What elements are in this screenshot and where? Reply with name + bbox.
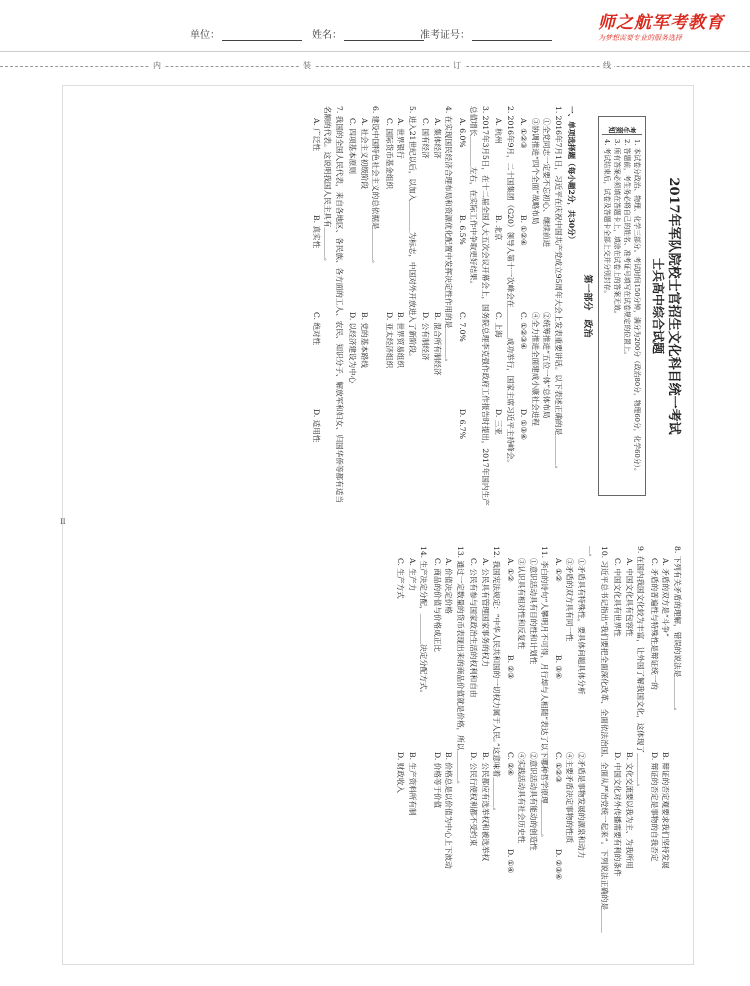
- question-stem: 3. 2017年3月5日，在十二届全国人大五次会议开幕会上，国务院总理李克强作政府工作报告时提出，2017年国内生产总值增长＿＿＿＿左右，在实际工作中争取更好结果。: [469, 106, 490, 506]
- answer-options: [395, 546, 418, 946]
- answer-options: [457, 106, 469, 506]
- unit-label: 单位：: [190, 30, 220, 41]
- statement: ②矛盾是事物发展的源泉和动力: [577, 752, 586, 859]
- exam-page: [62, 85, 694, 965]
- answer-choice: C. 国际货币基金组织: [385, 118, 394, 190]
- question-item: [553, 546, 611, 946]
- statement: ④主要矛盾决定事物的性质: [565, 752, 575, 844]
- statement: ③矛盾的双方具有同一性: [565, 558, 575, 642]
- statement: ①全党同志一定要不忘初心、继续前进: [542, 118, 552, 248]
- answer-choice: B. ②③: [506, 655, 515, 680]
- answer-choice: A. 6.0%: [458, 118, 467, 148]
- answer-choice: D. 公有制经济: [421, 312, 431, 361]
- answer-choice: C. 生产方式: [396, 558, 406, 599]
- answer-choice: D. 中国文化对外传播需要有利的条件: [613, 752, 623, 877]
- statement: ③协调推进“四个全面”战略布局: [531, 118, 540, 225]
- section-heading: 一、单项选择题（每小题2分，共30分）: [567, 106, 577, 244]
- answer-choice: A. 世界银行: [396, 118, 406, 159]
- answer-choice: B. 真实性: [312, 215, 321, 249]
- question-stem: 12. 我国宪法规定：“中华人民共和国的一切权力属于人民。”这意味着＿＿＿＿。: [492, 546, 502, 816]
- questions-right: [395, 546, 683, 946]
- answer-choice: A. 社会主义初级阶段: [360, 118, 369, 190]
- answer-choice: D. ②③④: [554, 849, 563, 881]
- question-stem: 5. 进入21世纪以后，以加入＿＿＿＿为标志，中国对外开放进入了新阶段。: [408, 106, 417, 361]
- answer-choice: A. 矛盾的双方是“斗争”: [661, 558, 671, 637]
- question-item: [518, 106, 564, 506]
- rotated-content: [63, 86, 695, 966]
- statement: ②意识活动具有能动的创造性: [529, 752, 538, 851]
- answer-choice: B. 辩证的否定观要求我们坚持发展: [661, 752, 671, 869]
- notice-item: 4. 考试结束后，试卷及答题卡全部上交并分别封存。: [603, 139, 611, 298]
- question-stem: 10. 习近平总书记指出“我们要把全面深化改革、全面依法治国、全面从严治党统一起来”。下列说法正确的是＿＿＿＿。: [588, 546, 609, 933]
- answer-choice: C. 公民有参与国家政治生活的权利和自由: [469, 558, 479, 698]
- answer-options: [420, 106, 443, 506]
- answer-choice: B. 生产资料所有制: [408, 752, 417, 816]
- header-bar: [0, 0, 750, 52]
- notice-heading: 考生须知: [602, 121, 642, 135]
- page-number: II: [60, 518, 66, 526]
- question-item: [468, 546, 503, 946]
- binding-cut-line: [0, 66, 750, 67]
- answer-choice: C. 绝对性: [312, 312, 321, 346]
- answer-choice: D. 公民行使权利都不受约束: [469, 752, 479, 847]
- question-stem: 1. 2016年7月1日，习近平在庆祝中国共产党成立95周年大会上发表重要讲话。以下表述正确的是＿＿＿＿。: [554, 106, 563, 474]
- answer-choice: C. 中国文化具有世界性: [613, 558, 623, 637]
- answer-options: [432, 546, 455, 946]
- unit-input-line[interactable]: [222, 31, 302, 41]
- logo-main-text: 师之航军考教育: [598, 13, 724, 33]
- name-field: [312, 26, 424, 41]
- statement: ①矛盾具有特殊性，要具体问题具体分析: [577, 558, 586, 695]
- answer-choice: C. ①②③④: [519, 312, 529, 350]
- question-stem: 9. 在国内我国文化较为丰富，让外国了解我国文化，这体现了＿＿＿＿。: [636, 546, 646, 792]
- answer-choice: A. 集体经济: [433, 118, 442, 159]
- exam-subtitle: 士兵高中综合试题: [651, 257, 666, 354]
- answer-choice: C. ①②③: [554, 752, 563, 783]
- answer-choice: C. 国有经济: [421, 118, 431, 159]
- answer-options: [311, 106, 323, 506]
- statement: ④全力推进全面建成小康社会进程: [531, 312, 540, 426]
- answer-choice: A. 价值决定价格: [444, 558, 454, 614]
- notice-list: [602, 139, 642, 475]
- statement-options: [564, 546, 587, 946]
- cut-mark: 订: [450, 60, 464, 71]
- answer-choice: B. 公民都应有选举权和被选举权: [481, 752, 490, 862]
- answer-choice: D. 财政收入: [396, 752, 406, 794]
- question-item: [384, 106, 419, 506]
- question-stem: 14. 生产决定分配，＿＿＿＿决定分配方式。: [419, 546, 429, 698]
- answer-options: [612, 546, 635, 946]
- answer-options: [649, 546, 672, 946]
- question-stem: 2. 2016年9月，二十国集团（G20）领导人第十一次峰会在＿＿＿＿成功举行，国家主席习近平主持峰会。: [506, 106, 515, 467]
- statement: ③认识具有相对性和反复性: [517, 558, 527, 650]
- answer-choice: D. 价格等于价值: [433, 752, 442, 809]
- answer-choice: B. 党的基本路线: [360, 312, 369, 368]
- name-label: 姓名：: [312, 30, 342, 41]
- logo-sub-text: 为梦想需要专业的服务选择: [598, 34, 682, 42]
- answer-options: [468, 546, 491, 946]
- question-stem: 13. 通过一定数量的货币表现出来的商品价值就是价格，所以＿＿＿＿。: [456, 546, 465, 789]
- cut-mark: 装: [300, 60, 314, 71]
- question-stem: 4. 在实现国民经济合理布局和资源优化配置中发挥决定性作用的是＿＿＿＿。: [444, 106, 454, 367]
- notice-item: 1. 本试卷分政治、物理、化学三部分。考试时间150分钟，满分为200分（政治80分，物理60分，化学60分）。: [633, 139, 641, 475]
- answer-choice: C. ②④: [506, 752, 515, 776]
- exam-title: 2017年军队院校士官招生文化科目统一考试: [666, 177, 681, 435]
- unit-field: [190, 26, 302, 41]
- notice-item: 2. 答题前，考生务必将自己的姓名、准考证号填写在试卷规定的位置上。: [623, 139, 631, 359]
- question-stem: 11. 李白的诗句“人攀明月不可得，月行却与人相随”表达了以下哪种哲学原理＿＿＿＿。: [540, 546, 550, 842]
- answer-choice: B. 混合所有制经济: [433, 312, 442, 376]
- answer-choice: A. 中国文化具有包容性: [625, 558, 634, 637]
- answer-options: [347, 106, 370, 506]
- answer-choice: A. 杭州: [494, 118, 504, 144]
- statement-options: [530, 106, 553, 506]
- right-column: [73, 546, 685, 946]
- answer-choice: D. 三亚: [494, 409, 504, 435]
- notice-item: 3. 所有答案必须填在答题卡上，填涂在试卷上的答案无效。: [613, 139, 621, 318]
- cut-mark: 内: [150, 60, 164, 71]
- answer-choice: A. 公民具有管理国家事务的权力: [481, 558, 490, 668]
- answer-choice: D. ①④: [506, 849, 515, 874]
- answer-options: [493, 106, 505, 506]
- answer-choice: C. 上海: [494, 312, 504, 338]
- question-item: [649, 546, 684, 946]
- question-stem: 8. 下列有关矛盾的理解，错误的说法是＿＿＿＿。: [673, 546, 682, 716]
- question-item: [347, 106, 382, 506]
- answer-choice: B. ①②④: [519, 215, 529, 246]
- answer-choice: C. 7.0%: [458, 312, 467, 342]
- answer-options: [505, 546, 517, 946]
- answer-choice: A. ①②③: [519, 118, 529, 149]
- answer-choice: C. 四项基本原则: [348, 118, 358, 174]
- answer-choice: A. ①②: [506, 558, 515, 582]
- statement: ④实践活动具有社会历史性: [517, 752, 527, 844]
- answer-choice: B. 北京: [494, 215, 504, 241]
- answer-choice: D. 6.7%: [458, 409, 467, 439]
- answer-choice: A. 广泛性: [312, 118, 321, 152]
- question-stem: 6. 建设中国特色社会主义的总依据是＿＿＿＿。: [371, 106, 381, 268]
- question-item: [493, 106, 516, 506]
- answer-choice: B. 世界贸易组织: [396, 312, 406, 368]
- answer-choice: B. 价格总是以价值为中心上下波动: [444, 752, 454, 869]
- brand-logo: [598, 8, 746, 48]
- ticket-field: [420, 26, 552, 41]
- answer-options: [518, 106, 530, 506]
- cut-mark: 线: [600, 60, 614, 71]
- answer-options: [553, 546, 565, 946]
- question-item: [311, 106, 346, 506]
- question-item: [395, 546, 430, 946]
- answer-choice: D. 辩证的否定是事物的自我否定: [650, 752, 659, 862]
- question-item: [432, 546, 467, 946]
- answer-choice: A. ①②: [554, 558, 563, 582]
- answer-choice: D. ①③④: [519, 409, 529, 441]
- ticket-label: 准考证号：: [420, 30, 470, 41]
- question-item: [612, 546, 647, 946]
- questions-left: [311, 106, 565, 506]
- answer-options: [384, 106, 407, 506]
- answer-choice: A. 生产力: [408, 558, 417, 592]
- statement: ②统筹推进“五位一体”总体布局: [542, 312, 552, 419]
- name-input-line[interactable]: [344, 31, 424, 41]
- answer-choice: D. 以经济建设为中心: [348, 312, 358, 384]
- answer-choice: C. 商品的价值与价格成正比: [433, 558, 442, 652]
- answer-choice: B. 6.5%: [458, 215, 467, 245]
- question-item: [420, 106, 455, 506]
- answer-choice: B. ③④: [554, 655, 563, 680]
- answer-choice: B. 文化交流要以我为主、为我所用: [625, 752, 634, 869]
- ticket-input-line[interactable]: [472, 31, 552, 41]
- question-item: [505, 546, 551, 946]
- question-item: [457, 106, 492, 506]
- statement-options: [516, 546, 539, 946]
- notice-box: [598, 116, 646, 496]
- answer-choice: D. 适用性: [312, 409, 321, 443]
- left-column: [73, 106, 685, 506]
- statement: ①意识活动具有目的性和计划性: [529, 558, 538, 665]
- answer-choice: D. 亚太经济组织: [385, 312, 394, 369]
- part-heading: 第一部分 政治: [582, 274, 592, 338]
- question-stem: 7. 我国的全国人民代表，来自各地区、各民族、各方面的工人、农民、知识分子、解放军和妇女、归国华侨等都有适当名额的代表。这说明我国人民主具有＿＿＿＿。: [323, 106, 344, 503]
- answer-choice: C. 矛盾的普遍性与特殊性是辩证统一的: [650, 558, 659, 690]
